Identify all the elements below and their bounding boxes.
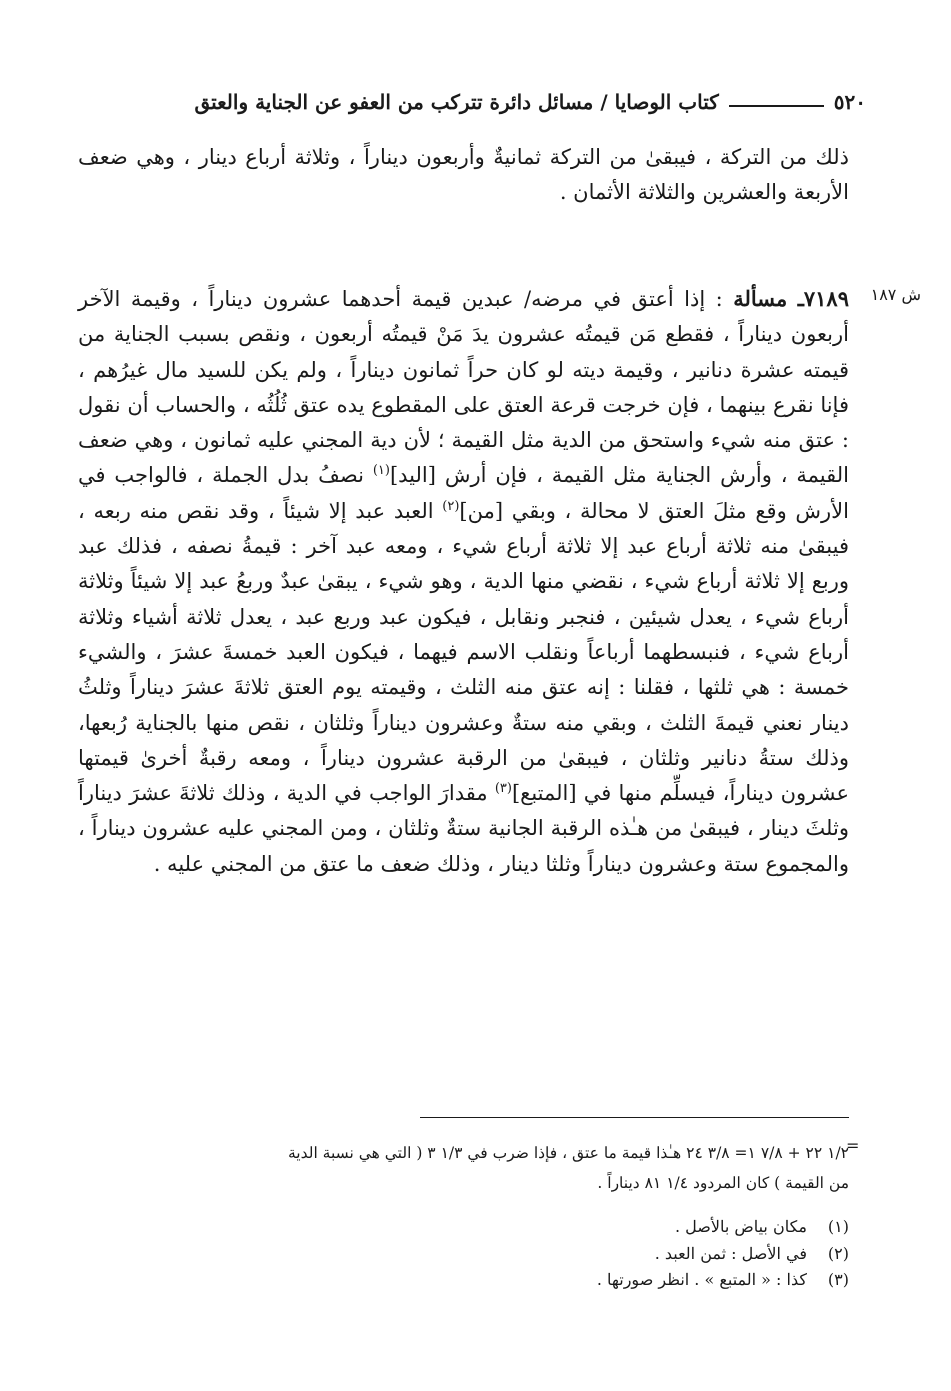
running-header — [72, 86, 866, 118]
continuation-line-2: من القيمة ) كان المردود ١/٤ ٨١ ديناراً . — [597, 1174, 849, 1192]
footnote-number: (٢) — [827, 1243, 849, 1263]
margin-note: ش ١٨٧ — [870, 285, 921, 304]
issue-paragraph — [78, 281, 849, 882]
footnote-ref-2[interactable]: (٢) — [442, 498, 460, 514]
intro-paragraph — [78, 140, 849, 211]
page-number: ٥٢٠ — [833, 90, 866, 114]
footnote-continuation — [74, 1138, 849, 1198]
footnote-item — [300, 1241, 849, 1268]
continuation-line-1: ١/٢ ٢٢ + ٧/٨ ١= ٣/٨ ٢٤ هـٰذا قيمة ما عتق ، فإذا ضرب في ١/٣ ٣ ( التي هي نسبة الدية — [287, 1144, 849, 1162]
issue-body-part-4: مقدارَ الواجب في الدية ، وذلك ثلاثةَ عشرَ ديناراً وثلثَ دينار ، فيبقىٰ من هـٰذه الرقبة الجانية ستةٌ وثلثان ، ومن المجني عليه عشرون ديناراً ، والمجموع ستة وعشرون ديناراً وثلثا دينار ، وذلك ضعف ما عتق من المجني عليه . — [78, 781, 849, 876]
issue-number: ٧١٨٩ـ — [797, 286, 849, 311]
issue-body-part-2: نصفُ بدل الجملة ، فالواجب في الأرش وقع مثلَ العتق لا محالة ، وبقي [من] — [78, 463, 849, 523]
issue-body-part-3: العبد عبد إلا شيئاً ، وقد نقص منه ربعه ، فيبقىٰ منه ثلاثة أرباع عبد إلا ثلاثة أرباع شيء ، ومعه عبد آخر : قيمةُ نصفه ، فذلك عبد وربع إلا ثلاثة أرباع شيء ، نقضي منها الدية ، وهو شيء ، يبقىٰ عبدٌ وربعُ عبد إلا شيئاً وثلاثة أرباع شيء ، يعدل شيئين ، فنجبر ونقابل ، فيكون عبد وربع عبد ، يعدل ثلاثة أشياء وثلاثة أرباع شيء ، فنبسطهما أرباعاً ونقلب الاسم فيهما ، فيكون العبد خمسةَ عشرَ ، والشيء خمسة : هي ثلثها ، فقلنا : إنه عتق منه الثلث ، وقيمته يوم العتق ثلاثةَ عشرَ ديناراً وثلثُ دينار نعني قيمةَ الثلث ، وبقي منه ستةٌ وعشرون ديناراً وثلثان ، نقص منها بالجناية رُبعها، وذلك ستةُ دنانير وثلثان ، فيبقىٰ من الرقبة عشرون ديناراً ، ومعه رقبةٌ أخرىٰ قيمتها عشرون ديناراً، فيسلِّم منها في [المتبع] — [78, 498, 849, 806]
footnote-item — [300, 1214, 849, 1241]
footnote-text: في الأصل : ثمن العبد . — [654, 1243, 807, 1263]
footnote-text: مكان بياض بالأصل . — [674, 1217, 807, 1236]
intro-text: ذلك من التركة ، فيبقىٰ من التركة ثمانيةٌ وأربعون ديناراً ، وثلاثة أرباع دينار ، وهي ضعف الأربعة والعشرين والثلاثة الأثمان . — [78, 145, 849, 205]
footnote-number: (٣) — [827, 1270, 849, 1289]
footnote-text: كذا : « المتبع » . انظر صورتها . — [596, 1270, 807, 1289]
issue-label: مسألة — [733, 286, 788, 311]
issue-body-part-1: : إذا أعتق في مرضه/ عبدين قيمة أحدهما عشرون ديناراً ، وقيمة الآخر أربعون ديناراً ، فقطع مَن قيمتُه عشرون يدَ مَنْ قيمتُه أربعون ، ونقص بسبب الجناية من قيمته عشرة دنانير ، وقيمة ديته لو كان حراً ثمانون ديناراً ، ولم يكن للسيد مال غيرُهم ، فإنا نقرع بينهما ، فإن خرجت قرعة العتق على المقطوع يده عتق ثُلُثُه ، والحساب أن نقول : عتق منه شيء واستحق من الدية مثل القيمة ؛ لأن دية المجني عليه ثمانون ، وهي ضعف القيمة ، وأرش الجناية مثل القيمة ، فإن أرش [اليد] — [78, 287, 849, 488]
header-title: كتاب الوصايا / مسائل دائرة تتركب من العفو عن الجناية والعتق — [194, 90, 719, 114]
continuation-mark: = — [846, 1136, 860, 1155]
footnote-item — [300, 1267, 849, 1294]
footnote-ref-1[interactable]: (١) — [372, 463, 390, 479]
footnote-number: (١) — [827, 1217, 849, 1236]
footnotes-list — [300, 1214, 849, 1294]
footnote-separator — [420, 1117, 849, 1118]
header-rule — [729, 105, 824, 107]
footnote-ref-3[interactable]: (٣) — [494, 781, 512, 797]
